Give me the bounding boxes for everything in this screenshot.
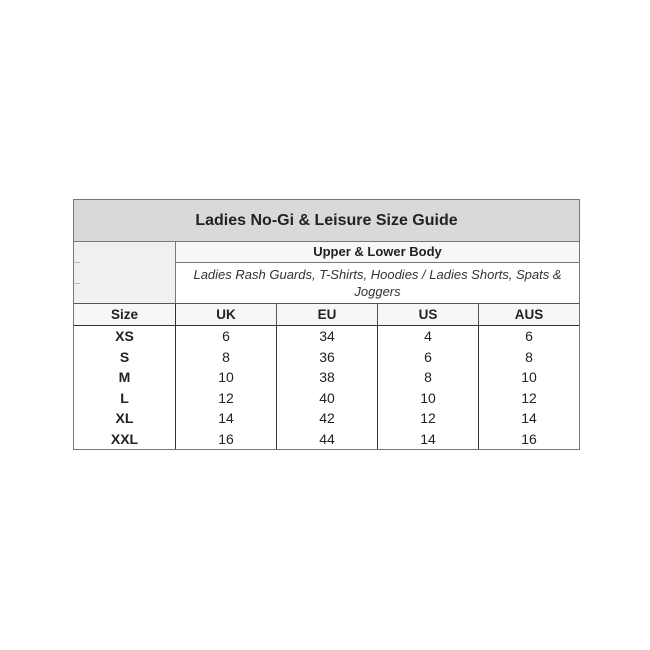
table-row — [74, 347, 579, 368]
aus-cell: 6 — [525, 328, 533, 345]
table-row — [74, 367, 579, 388]
uk-cell: 14 — [176, 408, 277, 429]
table-body — [74, 326, 579, 449]
us-cell: 10 — [378, 388, 479, 409]
us-cell: 8 — [378, 367, 479, 388]
table-row — [74, 408, 579, 429]
header-blank-cell — [74, 242, 176, 303]
column-header-us: US — [378, 304, 479, 325]
uk-cell: 12 — [176, 388, 277, 409]
row-marker — [74, 283, 80, 284]
aus-cell: 16 — [521, 430, 537, 447]
uk-cell: 10 — [176, 367, 277, 388]
eu-cell: 44 — [277, 429, 378, 450]
row-marker — [74, 262, 80, 263]
header-subtitle: Ladies Rash Guards, T-Shirts, Hoodies / Ladies Shorts, Spats & Joggers — [193, 267, 562, 299]
table-row — [74, 326, 579, 347]
us-cell: 12 — [378, 408, 479, 429]
us-cell: 6 — [378, 347, 479, 368]
size-cell: L — [74, 388, 176, 409]
column-header-size: Size — [74, 304, 176, 325]
table-row — [74, 429, 579, 450]
eu-cell: 38 — [277, 367, 378, 388]
uk-cell: 6 — [176, 326, 277, 347]
column-header-eu: EU — [277, 304, 378, 325]
size-cell: XS — [74, 326, 176, 347]
header-group-label: Upper & Lower Body — [176, 242, 579, 263]
header-block — [74, 242, 579, 304]
uk-cell: 8 — [176, 347, 277, 368]
size-cell: S — [74, 347, 176, 368]
size-cell: M — [74, 367, 176, 388]
header-right — [176, 242, 579, 303]
uk-cell: 16 — [176, 429, 277, 450]
table-title: Ladies No-Gi & Leisure Size Guide — [74, 199, 579, 242]
aus-cell: 14 — [521, 410, 537, 427]
size-guide-table — [73, 199, 580, 450]
aus-cell: 12 — [521, 389, 537, 406]
eu-cell: 42 — [277, 408, 378, 429]
size-cell: XL — [74, 408, 176, 429]
aus-cell: 8 — [525, 348, 533, 365]
eu-cell: 36 — [277, 347, 378, 368]
column-header-uk: UK — [176, 304, 277, 325]
column-header-aus: AUS — [514, 307, 544, 322]
column-header-row — [74, 304, 579, 326]
table-row — [74, 388, 579, 409]
eu-cell: 34 — [277, 326, 378, 347]
us-cell: 14 — [378, 429, 479, 450]
eu-cell: 40 — [277, 388, 378, 409]
us-cell: 4 — [378, 326, 479, 347]
aus-cell: 10 — [521, 369, 537, 386]
size-cell: XXL — [74, 429, 176, 450]
